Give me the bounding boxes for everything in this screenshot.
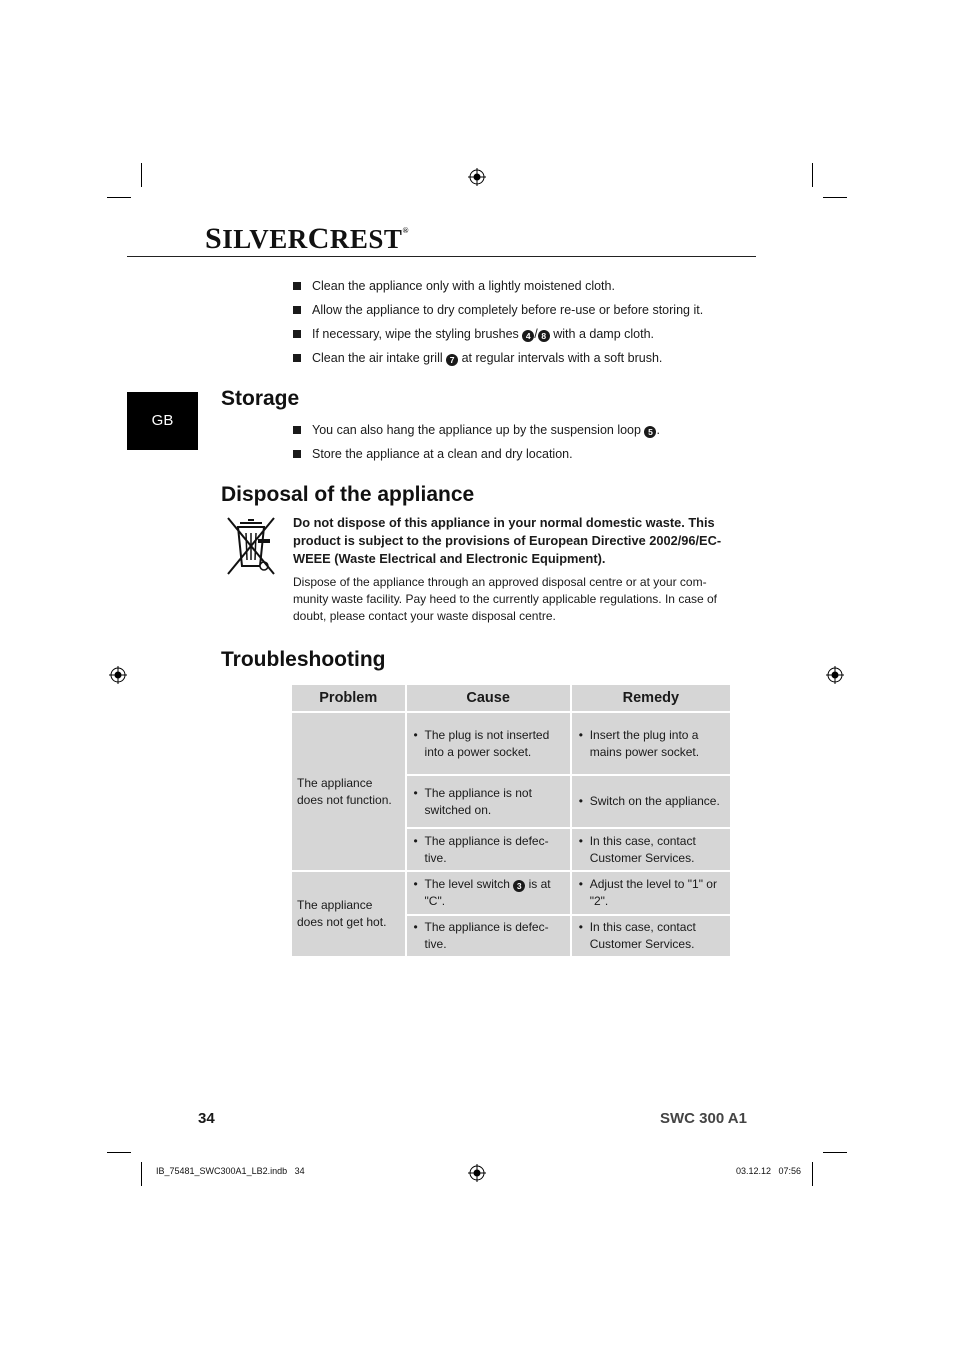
crop-mark <box>812 163 813 187</box>
cause-cell: • The appliance is not switched on. <box>406 775 571 828</box>
remedy-cell: • Adjust the level to "1" or "2". <box>571 871 731 915</box>
page-number: 34 <box>198 1110 215 1127</box>
list-item: If necessary, wipe the styling brushes 4 / 8 with a damp cloth. <box>293 327 703 351</box>
troubleshooting-table <box>290 683 732 958</box>
language-tab: GB <box>127 392 198 450</box>
print-timestamp: 03.12.12 07:56 <box>736 1166 802 1176</box>
registration-mark-icon <box>109 666 127 684</box>
column-header-cause: Cause <box>406 684 571 712</box>
problem-cell: The appliance does not get hot. <box>291 871 406 957</box>
cause-cell: • The level switch 3 is at "C". <box>406 871 571 915</box>
disposal-instructions: Dispose of the appliance through an approved disposal centre or at your com-munity waste facility. Pay heed to the currently applicable regulations. In case of doubt, please contact your waste disposal centre. <box>293 575 718 623</box>
model-number: SWC 300 A1 <box>660 1110 747 1127</box>
crop-mark <box>141 163 142 187</box>
square-bullet-icon <box>293 282 301 290</box>
problem-cell: The appliance does not function. <box>291 712 406 871</box>
list-item: Clean the appliance only with a lightly moistened cloth. <box>293 279 703 303</box>
square-bullet-icon <box>293 354 301 362</box>
registration-mark-icon <box>468 1164 486 1182</box>
cause-cell: • The plug is not inserted into a power socket. <box>406 712 571 775</box>
square-bullet-icon <box>293 330 301 338</box>
cause-cell: • The appliance is defec-tive. <box>406 828 571 871</box>
square-bullet-icon <box>293 450 301 458</box>
square-bullet-icon <box>293 426 301 434</box>
square-bullet-icon <box>293 306 301 314</box>
column-header-remedy: Remedy <box>571 684 731 712</box>
file-info: IB_75481_SWC300A1_LB2.indb 34 <box>156 1166 305 1176</box>
part-number-badge: 5 <box>644 426 656 438</box>
crossed-out-wheelie-bin-icon <box>224 514 278 578</box>
remedy-cell: • In this case, contact Customer Services. <box>571 915 731 957</box>
list-item: Store the appliance at a clean and dry location. <box>293 447 660 471</box>
column-header-problem: Problem <box>291 684 406 712</box>
part-number-badge: 8 <box>538 330 550 342</box>
crop-mark <box>823 1152 847 1153</box>
table-header-row <box>291 684 731 712</box>
crop-mark <box>107 197 131 198</box>
disposal-heading: Disposal of the appliance <box>221 483 475 506</box>
crop-mark <box>812 1162 813 1186</box>
silvercrest-logo: SILVERCREST® <box>205 222 409 255</box>
storage-list <box>293 423 660 471</box>
cleaning-list <box>293 279 703 375</box>
part-number-badge: 4 <box>522 330 534 342</box>
registration-mark-icon <box>826 666 844 684</box>
storage-heading: Storage <box>221 387 300 410</box>
crop-mark <box>107 1152 131 1153</box>
registration-mark-icon <box>468 168 486 186</box>
crop-mark <box>823 197 847 198</box>
part-number-badge: 7 <box>446 354 458 366</box>
header-rule <box>127 256 756 257</box>
disposal-warning: Do not dispose of this appliance in your normal domestic waste. This product is subject to the provisions of European Directive 2002/96/EC-WEEE (Waste Electrical and Electronic Equipment). <box>293 515 722 566</box>
remedy-cell: • In this case, contact Customer Services. <box>571 828 731 871</box>
list-item: Allow the appliance to dry completely before re-use or before storing it. <box>293 303 703 327</box>
remedy-cell: • Switch on the appliance. <box>571 775 731 828</box>
table-row <box>291 871 731 915</box>
table-row <box>291 712 731 775</box>
part-number-badge: 3 <box>513 880 525 892</box>
remedy-cell: • Insert the plug into a mains power socket. <box>571 712 731 775</box>
list-item: Clean the air intake grill 7 at regular intervals with a soft brush. <box>293 351 703 375</box>
troubleshooting-heading: Troubleshooting <box>221 648 386 671</box>
crop-mark <box>141 1162 142 1186</box>
cause-cell: • The appliance is defec-tive. <box>406 915 571 957</box>
list-item: You can also hang the appliance up by the suspension loop 5 . <box>293 423 660 447</box>
